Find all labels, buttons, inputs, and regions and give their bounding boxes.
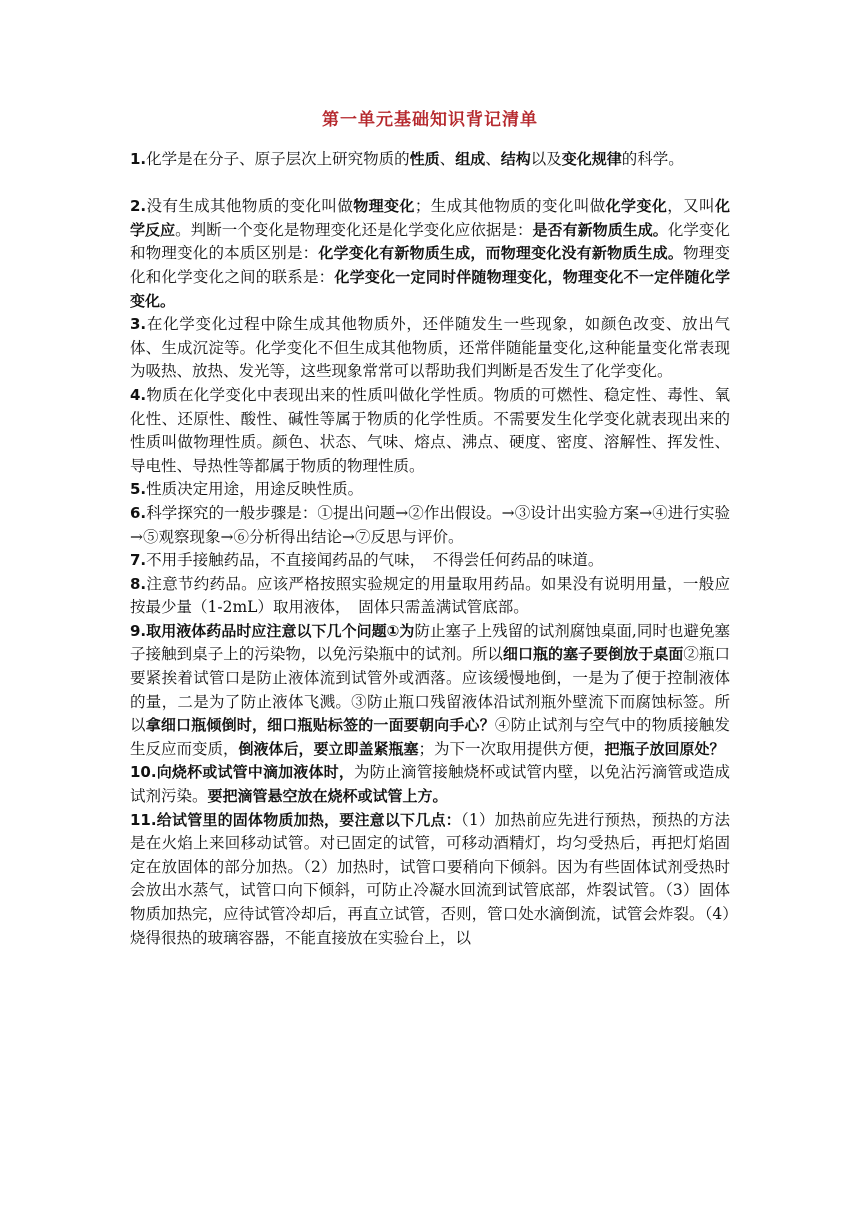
item-number: 5. [130, 480, 147, 499]
text-run: 化学是在分子、原子层次上研究物质的 [146, 150, 410, 168]
item-number: 4. [130, 385, 147, 404]
bold-text: 把瓶子放回原处？ [604, 739, 725, 758]
bold-text: 是否有新物质生成。 [532, 220, 668, 239]
document-body [130, 148, 730, 950]
paragraph-7 [130, 549, 730, 573]
text-run: 、 [439, 150, 456, 168]
bold-text: 化学变化一定同时伴随物理变化，物理变化不一定伴随化学变化。 [130, 267, 730, 310]
bold-text: 物理变化 [353, 197, 415, 216]
text-run: 注意节约药品。应该严格按照实验规定的用量取用药品。如果没有说明用量，一般应按最少量（1-2mL）取用液体， 固体只需盖满试管底部。 [130, 574, 730, 617]
text-run: 为防止滴管接触烧杯或试管内壁，以免沾污滴管或造成试剂污染。 [130, 763, 730, 806]
text-run: 、 [485, 150, 501, 168]
item-number: 1. [130, 150, 147, 168]
text-run: 。判断一个变化是物理变化还是化学变化应依据是： [175, 220, 533, 239]
bold-text: 化学变化有新物质生成，而物理变化没有新物质生成。 [318, 244, 684, 263]
item-number: 8. [130, 574, 147, 593]
paragraph-8 [130, 573, 730, 620]
text-run: 物理变化和化学变化之间的联系是： [130, 244, 730, 286]
bold-text: 10.向烧杯或试管中滴加液体时， [130, 763, 354, 782]
bold-text: 倒液体后，要立即盖紧瓶塞 [238, 739, 419, 758]
bold-text: 化学反应 [130, 197, 730, 239]
text-run: 科学探究的一般步骤是：①提出问题→②作出假设。→③设计出实验方案→④进行实验→⑤观察现象→⑥分析得出结论→⑦反思与评价。 [130, 503, 730, 546]
item-number: 3. [130, 315, 147, 334]
bold-text: 要把滴管悬空放在烧杯或试管上方。 [207, 787, 448, 806]
document-title: 第一单元基础知识背记清单 [322, 110, 538, 130]
text-run: 以及 [530, 150, 562, 168]
item-number: 7. [130, 551, 147, 570]
paragraph-9 [130, 620, 730, 762]
bold-text: 结构 [500, 150, 531, 168]
paragraph-2 [130, 195, 730, 313]
bold-text: 组成 [455, 150, 486, 168]
paragraph-11 [130, 809, 730, 951]
paragraph-4 [130, 384, 730, 478]
paragraph-5 [130, 478, 730, 502]
bold-text: 细口瓶的塞子要倒放于桌面 [502, 645, 684, 664]
text-run: ；为下一次取用提供方便， [418, 739, 605, 758]
text-run: 的科学。 [621, 150, 684, 168]
text-run: 没有生成其他物质的变化叫做 [146, 197, 354, 216]
bold-text: 11.给试管里的固体物质加热，要注意以下几点： [130, 810, 461, 829]
paragraph-3 [130, 313, 730, 384]
paragraph-1 [130, 148, 730, 172]
text-run: ，又叫 [667, 197, 715, 216]
text-run: 在化学变化过程中除生成其他物质外，还伴随发生一些现象，如颜色改变、放出气体、生成沉淀等。化学变化不但生成其他物质，还常伴随能量变化,这种能量变化常表现为吸热、放热、发光等，这些现象常常可以帮助我们判断是否发生了化学变化。 [130, 315, 730, 381]
bold-text: 拿细口瓶倾倒时，细口瓶贴标签的一面要朝向手心？ [145, 716, 495, 735]
text-run: ②瓶口要紧挨着试管口是防止液体流到试管外或洒落。应该缓慢地倒，一是为了便于控制液体的量，二是为了防止液体飞溅。③防止瓶口残留液体沿试剂瓶外壁流下而腐蚀标签。所以 [130, 645, 730, 735]
text-run: ；生成其他物质的变化叫做 [414, 197, 606, 216]
item-number: 2. [130, 197, 147, 216]
paragraph-gap [130, 172, 730, 196]
text-run: （1）加热前应先进行预热，预热的方法是在火焰上来回移动试管。对已固定的试管，可移动酒精灯，均匀受热后，再把灯焰固定在放固体的部分加热。（2）加热时，试管口要稍向下倾斜。因为有些固体试剂受热时会放出水蒸气，试管口向下倾斜，可防止冷凝水回流到试管底部，炸裂试管。（3）固体物质加热完，应待试管冷却后，再直立试管，否则，管口处水滴倒流，试管会炸裂。（4）烧得很热的玻璃容器，不能直接放在实验台上，以 [130, 810, 730, 947]
text-run: 物质在化学变化中表现出来的性质叫做化学性质。物质的可燃性、稳定性、毒性、氧化性、还原性、酸性、碱性等属于物质的化学性质。不需要发生化学变化就表现出来的性质叫做物理性质。颜色、状态、气味、熔点、沸点、硬度、密度、溶解性、挥发性、导电性、导热性等都属于物质的物理性质。 [130, 385, 730, 475]
bold-text: 变化规律 [561, 150, 622, 168]
paragraph-10 [130, 761, 730, 808]
bold-text: 9.取用液体药品时应注意以下几个问题①为 [130, 621, 415, 640]
text-run: ④防止试剂与空气中的物质接触发生反应而变质， [130, 716, 730, 758]
bold-text: 化学变化 [605, 197, 668, 216]
bold-text: 性质 [409, 150, 440, 168]
text-run: 化学变化和物理变化的本质区别是： [130, 220, 730, 263]
item-number: 6. [130, 503, 147, 522]
text-run: 不用手接触药品，不直接闻药品的气味， 不得尝任何药品的味道。 [146, 551, 604, 570]
paragraph-6 [130, 502, 730, 549]
text-run: 性质决定用途，用途反映性质。 [146, 480, 364, 499]
text-run: 防止塞子上残留的试剂腐蚀桌面,同时也避免塞子接触到桌子上的污染物，以免污染瓶中的试剂。所以 [130, 621, 730, 664]
